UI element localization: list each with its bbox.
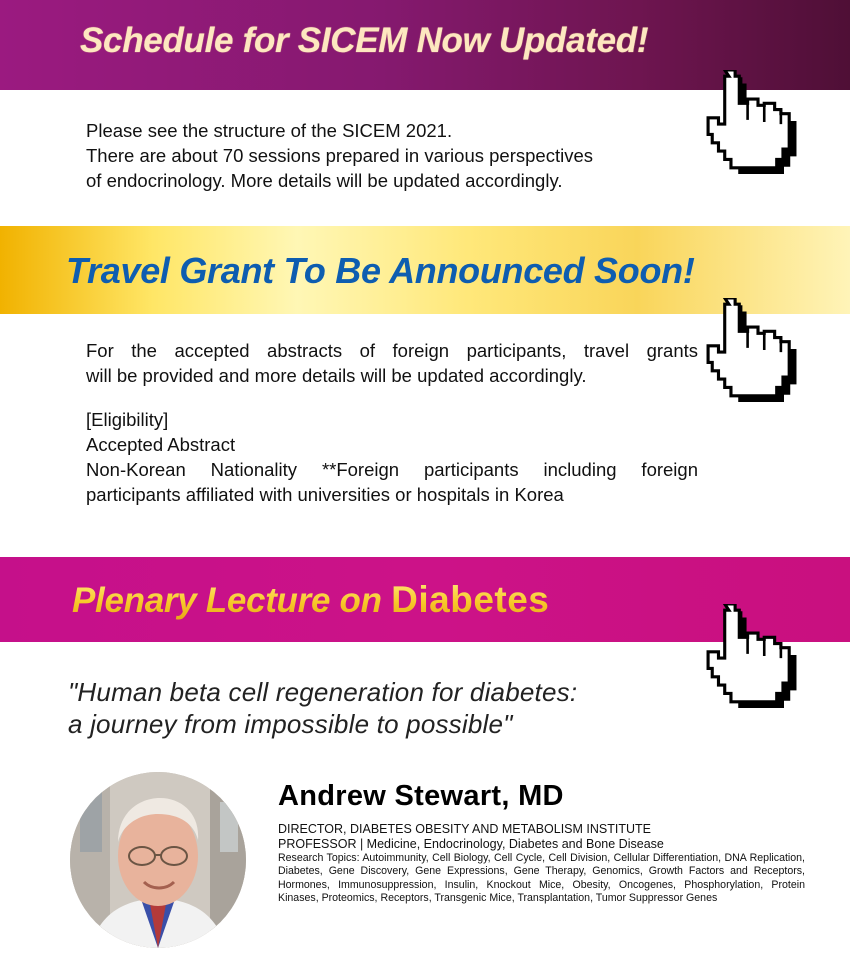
- eligibility-item: Accepted Abstract: [86, 434, 236, 455]
- schedule-line: There are about 70 sessions prepared in various perspectives: [86, 145, 593, 166]
- quote-line: a journey from impossible to possible": [68, 709, 513, 739]
- speaker-bio: [278, 822, 805, 905]
- lecture-quote: [68, 676, 577, 740]
- plenary-title-prefix: Plenary Lecture on: [72, 581, 392, 620]
- speaker-professorship: PROFESSOR | Medicine, Endocrinology, Diabetes and Bone Disease: [278, 837, 664, 851]
- hand-pointer-icon: [704, 70, 812, 174]
- plenary-title: [72, 579, 549, 621]
- hand-pointer-icon: [704, 298, 812, 402]
- travel-line: For the accepted abstracts of foreign participants, travel grants: [86, 340, 698, 361]
- speaker-title: DIRECTOR, DIABETES OBESITY AND METABOLISM INSTITUTE: [278, 822, 651, 836]
- speaker-photo: [70, 772, 246, 948]
- quote-line: "Human beta cell regeneration for diabetes:: [68, 677, 578, 707]
- schedule-line: of endocrinology. More details will be updated accordingly.: [86, 170, 563, 191]
- schedule-description: [86, 118, 593, 193]
- plenary-title-topic: Diabetes: [391, 579, 550, 620]
- schedule-title: Schedule for SICEM Now Updated!: [80, 21, 649, 60]
- speaker-research-topics: Research Topics: Autoimmunity, Cell Biology, Cell Cycle, Cell Division, Cellular Differentiation, DNA Replication, Diabetes, Gene Discovery, Gene Expressions, Gene Therapy, Genomics, Growth Factors and Receptors, Hormones, Immunosuppression, Insulin, Knockout Mice, Obesity, Oncogenes, Phosphorylation, Protein Kinases, Proteomics, Receptors, Transgenic Mice, Transplantation, Tumor Suppressor Genes: [278, 852, 805, 904]
- eligibility-block: [86, 407, 698, 507]
- eligibility-item: participants affiliated with universities or hospitals in Korea: [86, 484, 564, 505]
- hand-pointer-icon: [704, 604, 812, 708]
- travel-description: [86, 338, 698, 388]
- travel-line: will be provided and more details will be updated accordingly.: [86, 365, 587, 386]
- speaker-name: Andrew Stewart, MD: [278, 780, 564, 812]
- travel-title: Travel Grant To Be Announced Soon!: [66, 250, 695, 291]
- speaker-portrait: [70, 772, 246, 948]
- eligibility-heading: [Eligibility]: [86, 409, 169, 430]
- schedule-line: Please see the structure of the SICEM 2021.: [86, 120, 453, 141]
- eligibility-item: Non-Korean Nationality **Foreign participants including foreign: [86, 459, 698, 480]
